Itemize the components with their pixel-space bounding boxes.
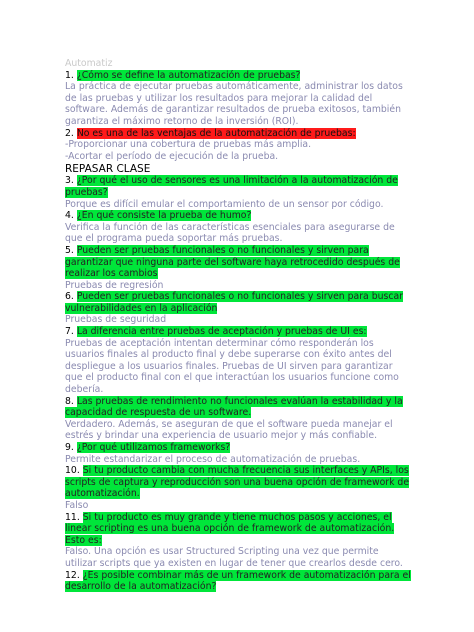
question-item [65,70,411,82]
question-item [65,245,411,280]
answer-text: Permite estandarizar el proceso de automatización de pruebas. [65,453,361,465]
question-item [65,210,411,222]
question-item [65,291,411,314]
answer-text: Pruebas de seguridad [65,314,167,326]
question-text: ¿Es posible combinar más de un framework de automatización para el desarrollo de la automatización? [65,569,411,593]
answer-text: -Proporcionar una cobertura de pruebas más amplia. [65,139,312,151]
question-item [65,128,411,140]
question-item [65,175,411,198]
answer-text: Verdadero. Además, se aseguran de que el software pueda manejar el estrés y brindar una experiencia de usuario mejor y más confiable. [65,418,393,442]
question-item [65,512,411,547]
question-list [65,70,411,593]
question-number: 6. [65,291,77,303]
question-text: Si tu producto cambia con mucha frecuencia sus interfaces y APIs, los scripts de captura y reproducción son una buena opción de framework de automatización. [65,465,410,500]
question-number: 8. [65,395,77,407]
answer-text: Pruebas de aceptación intentan determinar cómo responderán los usuarios finales al producto final y debe superarse con éxito antes del despliegue a los usuarios finales. Pruebas de UI sirven para garantizar que el producto final con el que interactúan los usuarios funcione como debería. [65,337,399,396]
question-text: Si tu producto es muy grande y tiene muchos pasos y acciones, el linear scripting es una buena opción de framework de automatización. Esto es: [65,511,395,546]
question-item [65,396,411,419]
question-text: ¿En qué consiste la prueba de humo? [76,210,252,222]
question-number: 5. [65,244,77,256]
question-item [65,465,411,500]
question-text: ¿Cómo se define la automatización de pruebas? [76,69,301,81]
question-number: 4. [65,210,77,222]
answer-text: -Acortar el período de ejecución de la prueba. [65,150,279,162]
answer-text: Falso. Una opción es usar Structured Scripting una vez que permite utilizar scripts que ya existen en lugar de tener que crearlos desde cero. [65,546,403,569]
answer-text: Falso [65,499,89,511]
section-heading: REPASAR CLASE [65,163,151,176]
question-item [65,570,411,593]
question-text: Pueden ser pruebas funcionales o no funcionales y sirven para garantizar que ninguna parte del software haya retrocedido después de realizar los cambios [65,244,400,280]
question-text: ¿Por qué utilizamos frameworks? [76,442,231,453]
question-number: 1. [65,69,77,81]
question-number: 10. [65,465,83,477]
faint-heading: Automatiz [65,58,113,69]
question-text: No es una de las ventajas de la automatización de pruebas: [76,127,356,139]
question-item [65,442,411,454]
answer-text: Porque es difícil emular el comportamiento de un sensor por código. [65,198,384,210]
question-text: ¿Por qué el uso de sensores es una limitación a la automatización de pruebas? [65,175,398,198]
question-number: 7. [65,326,77,338]
answer-text: Pruebas de regresión [65,279,164,291]
question-number: 2. [65,127,77,139]
question-text: Las pruebas de rendimiento no funcionales evalúan la estabilidad y la capacidad de respuesta de un software. [65,395,403,419]
answer-text: La práctica de ejecutar pruebas automáticamente, administrar los datos de las pruebas y utilizar los resultados para mejorar la calidad del software. Además de garantizar resultados de prueba exitosos, también garantiza el máximo retorno de la inversión (ROI). [65,81,403,127]
document-body [65,58,411,593]
question-number: 11. [65,511,83,523]
question-text: Pueden ser pruebas funcionales o no funcionales y sirven para buscar vulnerabilidades en la aplicación [65,291,403,314]
question-text: La diferencia entre pruebas de aceptación y pruebas de UI es: [76,326,367,338]
question-number: 12. [65,569,83,581]
question-number: 3. [65,175,77,187]
question-item [65,326,411,338]
question-number: 9. [65,442,77,453]
answer-text: Verifica la función de las características esenciales para asegurarse de que el programa pueda soportar más pruebas. [65,221,395,245]
